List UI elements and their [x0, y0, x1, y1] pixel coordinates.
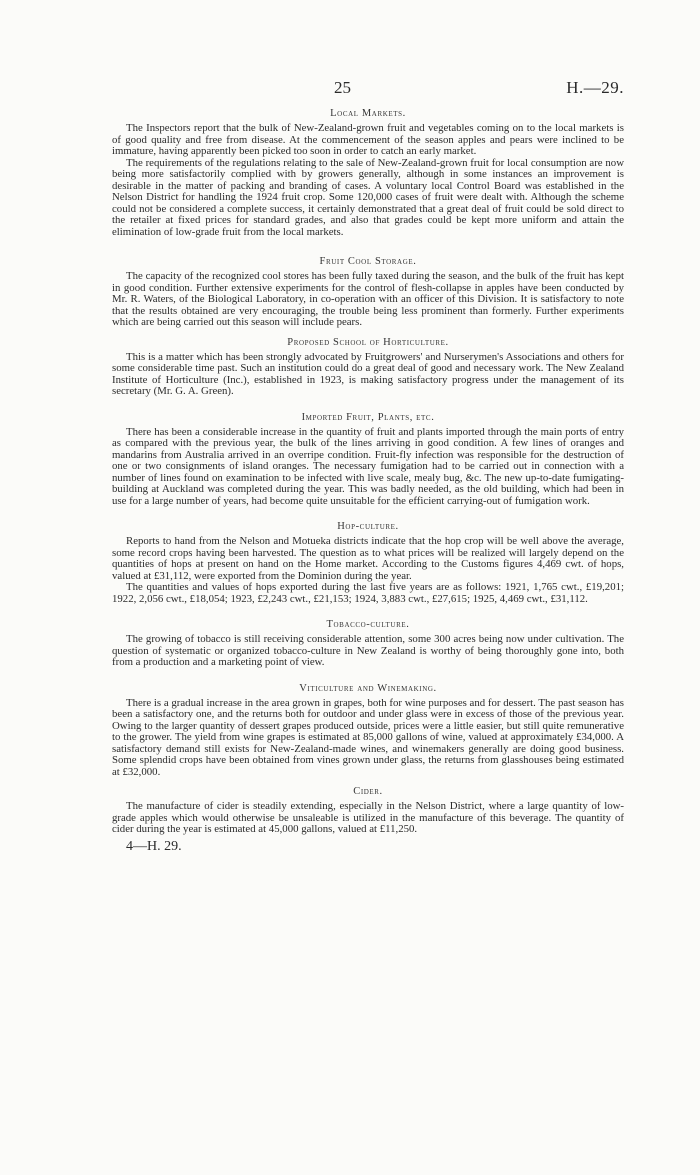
section-heading: Fruit Cool Storage. — [319, 256, 417, 267]
page-number: 25 — [334, 78, 351, 97]
paragraph: The Inspectors report that the bulk of New-Zealand-grown fruit and vegetables coming on to the local markets is of good quality and free from disease. At the commencement of the season apples and pears were inclined to be immature, having apparently been picked too soon in order to catch an early market. — [112, 122, 624, 157]
section-school-of-horticulture — [112, 337, 624, 398]
document-reference: H.—29. — [566, 78, 624, 97]
paragraph: There is a gradual increase in the area grown in grapes, both for wine purposes and for dessert. The past season has been a satisfactory one, and the returns both for outdoor and under glass were in excess of those of the previous year. Owing to the larger quantity of dessert grapes produced outside, prices were a little easier, but still quite remunerative to the grower. The yield from wine grapes is estimated at 85,000 gallons of wine, valued at approximately £34,000. A satisfactory demand still exists for New-Zealand-made wines, and winemakers generally are doing good business. Some splendid crops have been obtained from vines grown under glass, the returns from glasshouses being estimated at £32,000. — [112, 696, 624, 778]
section-cider — [112, 786, 624, 836]
paragraph: The requirements of the regulations relating to the sale of New-Zealand-grown fruit for local consumption are now being more satisfactorily complied with by growers generally, although in some instances an improvement is desirable in the matter of packing and branding of cases. A voluntary local Control Board was established in the Nelson District for handling the 1924 fruit crop. Some 120,000 cases of fruit were dealt with. Although the scheme could not be considered a complete success, it certainly demonstrated that a great deal of fruit could be sold direct to the retailer at fixed prices for standard grades, and also that grades could be kept more uniform and attain the elimination of low-grade fruit from the local markets. — [112, 156, 624, 238]
paragraph: The manufacture of cider is steadily extending, especially in the Nelson District, where a large quantity of low-grade apples which would otherwise be unsaleable is utilized in the manufacture of this beverage. The quantity of cider during the year is estimated at 45,000 gallons, valued at £11,250. — [112, 800, 624, 835]
paragraph: Reports to hand from the Nelson and Motueka districts indicate that the hop crop will be well above the average, some record crops having been harvested. The question as to what prices will be realized will largely depend on the quantities of hops at present on hand on the Home market. According to the Customs figures 4,469 cwt. of hops, valued at £31,112, were exported from the Dominion during the year. — [112, 535, 624, 582]
paragraph: There has been a considerable increase in the quantity of fruit and plants imported through the main ports of entry as compared with the previous year, the bulk of the lines arriving in good condition. A few lines of oranges and mandarins from Australia arrived in an overripe condition. Fruit-fly infection was responsible for the destruction of one or two consignments of island oranges. The necessary fumigation had to be carried out in connection with a number of lines found on examination to be infected with live scale, mealy bug, &c. The new up-to-date fumigating-building at Auckland was completed during the year. This was badly needed, as the old building, which had been in use for a large number of years, had become quite unsuitable for the efficient carrying-out of fumigation work. — [112, 425, 624, 507]
section-imported-fruit — [112, 412, 624, 508]
section-fruit-cool-storage — [112, 256, 624, 329]
paragraph: The growing of tobacco is still receiving considerable attention, some 300 acres being now under cultivation. The question of systematic or organized tobacco-culture in New Zealand is worthy of being thoroughly gone into, both from a production and a marketing point of view. — [112, 633, 624, 668]
section-heading: Cider. — [353, 786, 383, 797]
section-heading: Viticulture and Winemaking. — [299, 682, 437, 694]
document-page — [112, 78, 624, 855]
paragraph: The capacity of the recognized cool stores has been fully taxed during the season, and the bulk of the fruit has kept in good condition. Further extensive experiments for the control of flesh-collapse in apples have been conducted by Mr. R. Waters, of the Biological Laboratory, in co-operation with an officer of this Division. It is satisfactory to note that the results obtained are very encouraging, the trouble being less prominent than formerly. Further experiments which are being carried out this season will include pears. — [112, 270, 624, 328]
section-hop-culture — [112, 521, 624, 605]
section-heading: Proposed School of Horticulture. — [287, 336, 449, 348]
section-heading: Hop-culture. — [337, 521, 399, 532]
section-tobacco-culture — [112, 619, 624, 669]
page-header — [112, 78, 624, 100]
section-heading: Local Markets. — [330, 108, 406, 119]
paragraph: This is a matter which has been strongly advocated by Fruitgrowers' and Nurserymen's Associations and others for some considerable time past. Such an institution could do a great deal of good and necessary work. The New Zealand Institute of Horticulture (Inc.), established in 1923, is making satisfactory progress under the management of its secretary (Mr. G. A. Green). — [112, 350, 624, 397]
section-local-markets — [112, 108, 624, 238]
section-heading: Imported Fruit, Plants, etc. — [301, 411, 435, 423]
section-heading: Tobacco-culture. — [326, 619, 410, 630]
paragraph: The quantities and values of hops exported during the last five years are as follows: 1921, 1,765 cwt., £19,201; 1922, 2,056 cwt., £18,054; 1923, £2,243 cwt., £21,153; 1924, 3,883 cwt., £27,615; 1925, 4,469 cwt., £31,112. — [112, 581, 624, 605]
signature-mark: 4—H. 29. — [126, 838, 182, 854]
section-viticulture — [112, 683, 624, 779]
